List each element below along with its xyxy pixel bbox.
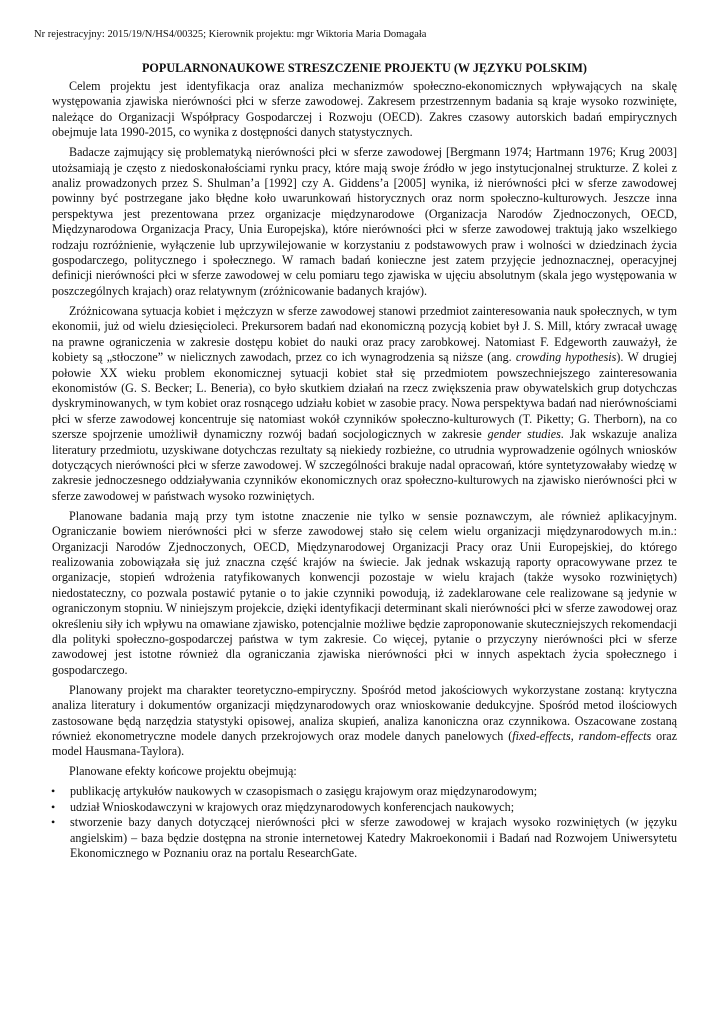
- paragraph-text: Zróżnicowana sytuacja kobiet i mężczyzn w sferze zawodowej stanowi przedmiot zainteresowania nauk społecznych, w tym ekonomii, już od wielu dziesięcioleci. Prekursorem badań nad ekonomiczną pozycją kobiet był J. S. Mill, który zwracał uwagę na prawne ograniczenia w zakresie dostępu kobiet do nauki oraz pracy zarobkowej. Natomiast F. Edgeworth zauważył, że kobiety są „stłoczone” w nielicznych zawodach, przez co ich wynagrodzenia są niższe (ang.: [52, 303, 677, 365]
- paragraph-text: Badacze zajmujący się problematyką nierówności płci w sferze zawodowej [Bergmann 1974; Hartmann 1976; Krug 2003] utożsamiają je często z niedoskonałościami rynku pracy, które mają swoje źródło w jego instytucjonalnej strukturze. Z kolei z analiz prowadzonych przez S. Shulman’a [1992] czy A. Giddens’a [2005] wynika, iż nierówności płci w sferze zawodowej powinny być postrzegane jako błędne koło uwarunkowań historycznych oraz norm społeczno-kulturowych. Jeszcze inna perspektywa jest prezentowana przez organizacje międzynarodowe (Organizacja Narodów Zjednoczonych, OECD, Międzynarodowa Organizacja Pracy, Unia Europejska), które nierówności płci w sferze zawodowej traktują jako wszelkiego rodzaju rozróżnienie, wyłączenie lub uprzywilejowanie w korzystaniu z podstawowych praw i wolności w dziedzinach życia gospodarczego, politycznego i społecznego. W ramach badań konieczne jest zatem przyjęcie jednoznacznej, operacyjnej definicji nierówności płci w sferze zawodowej w celu pomiaru tego zjawiska w ujęciu absolutnym (skala jego występowania w poszczególnych krajach) oraz relatywnym (zróżnicowanie badanych krajów).: [52, 145, 677, 298]
- outcome-list-item: • stworzenie bazy danych dotyczącej nierówności płci w sferze zawodowej w krajach wysoko rozwiniętych (w języku angielskim) – baza będzie dostępna na stronie internetowej Katedry Makroekonomii i Badań nad Rozwojem Uniwersytetu Ekonomicznego w Poznaniu oraz na portalu ResearchGate.: [52, 815, 677, 861]
- paragraph-list: [52, 79, 677, 780]
- paragraph-text: Planowane badania mają przy tym istotne znaczenie nie tylko w sensie poznawczym, ale również aplikacyjnym. Ograniczanie bowiem nierówności płci w sferze zawodowej stało się celem wielu organizacji międzynarodowych m.in.: Organizacji Narodów Zjednoczonych, OECD, Międzynarodowej Organizacji Pracy oraz Unii Europejskiej, do którego realizowania zobowiązała się już znaczna część krajów na świecie. Jak jednak wskazują raporty opracowywane przez te organizacje, stopień wdrożenia ratyfikowanych konwencji pozostaje w wielu krajach (także wysoko rozwiniętych) niedostateczny, co pozwala postawić pytanie o to jakie czynniki powodują, iż zadeklarowane cele realizowane są jedynie w ograniczonym stopniu. W niniejszym projekcie, dzięki identyfikacji determinant skali nierówności płci w sferze zawodowej oraz określeniu siły ich wpływu na omawiane zjawisko, potencjalnie możliwe będzie zaproponowanie skuteczniejszych rekomendacji dla polityki społeczno-gospodarczej państwa w tym zakresie. Co więcej, pytanie o przyczyny nierówności płci w sferze zawodowej jest istotne również dla ograniczania zjawiska nierówności płci w innych aspektach życia społecznego i gospodarczego.: [52, 508, 677, 677]
- outcome-list-item: • publikację artykułów naukowych w czasopismach o zasięgu krajowym oraz międzynarodowym;: [52, 784, 677, 799]
- italic-term: crowding hypothesis: [515, 350, 617, 365]
- paragraph-text: oraz model Hausmana-Taylora).: [52, 729, 677, 759]
- body-paragraph: [52, 304, 677, 504]
- document-body: [52, 79, 677, 861]
- body-paragraph: [52, 764, 677, 779]
- italic-term: fixed-effects, random-effects: [512, 729, 652, 744]
- paragraph-text: Planowane efekty końcowe projektu obejmują:: [69, 764, 297, 779]
- registration-header: Nr rejestracyjny: 2015/19/N/HS4/00325; Kierownik projektu: mgr Wiktoria Maria Domagała: [34, 29, 427, 40]
- body-paragraph: [52, 683, 677, 760]
- body-paragraph: [52, 79, 677, 141]
- paragraph-text: ). W drugiej połowie XX wieku problem ekonomicznej sytuacji kobiet stał się przedmiotem powszechniejszego zainteresowania ekonomistów (G. S. Becker; L. Beneria), co było skutkiem działań na rzecz zwiększenia praw obywatelskich grup dotychczas dyskryminowanych, w tym kobiet oraz rosnącego udziału kobiet w zasobie pracy. Nowa perspektywa badań nad nierównościami płci w sferze zawodowej koncentruje się natomiast wokół czynników społeczno-kulturowych (T. Piketty; G. Therborn), na co szersze spojrzenie umożliwił dynamiczny rozwój badań socjologicznych w zakresie: [52, 350, 677, 442]
- paragraph-text: Celem projektu jest identyfikacja oraz analiza mechanizmów społeczno-ekonomicznych wpływających na skalę występowania zjawiska nierówności płci w sferze zawodowej. Zakresem przestrzennym badania są kraje wysoko rozwinięte, należące do Organizacji Współpracy Gospodarczej i Rozwoju (OECD). Zakres czasowy autorskich badań empirycznych obejmuje lata 1990-2015, co wynika z dostępności danych statystycznych.: [52, 79, 677, 140]
- paragraph-text: Planowany projekt ma charakter teoretyczno-empiryczny. Spośród metod jakościowych wykorzystane zostaną: krytyczna analiza literatury i dokumentów organizacji międzynarodowych oraz wnioskowanie dedukcyjne. Spośród metod ilościowych zastosowane będą narzędzia statystyki opisowej, analiza skupień, analiza kanoniczna oraz czynnikowa. Oszacowane zostaną również ekonometryczne modele danych przekrojowych oraz modele danych panelowych (: [52, 682, 677, 744]
- document-title: POPULARNONAUKOWE STRESZCZENIE PROJEKTU (W JĘZYKU POLSKIM): [141, 61, 587, 75]
- italic-term: gender studies: [487, 427, 561, 442]
- outcome-list-item: • udział Wnioskodawczyni w krajowych oraz międzynarodowych konferencjach naukowych;: [52, 800, 677, 815]
- outcomes-list: [52, 784, 677, 861]
- paragraph-text: . Jak wskazuje analiza literatury przedmiotu, uzyskiwane dotychczas rezultaty są niekiedy rozbieżne, co utrudnia wyprowadzenie ogólnych wniosków dotyczących nierówności płci w sferze zawodowej. W szczególności brakuje nadal opracowań, które syntetyzowałaby wiedzę w zakresie jednoczesnego oddziaływania czynników ekonomicznych oraz społeczno-kulturowych na zjawisko nierówności płci w sferze zawodowej w państwach wysoko rozwiniętych.: [52, 427, 677, 503]
- body-paragraph: [52, 509, 677, 678]
- body-paragraph: [52, 145, 677, 299]
